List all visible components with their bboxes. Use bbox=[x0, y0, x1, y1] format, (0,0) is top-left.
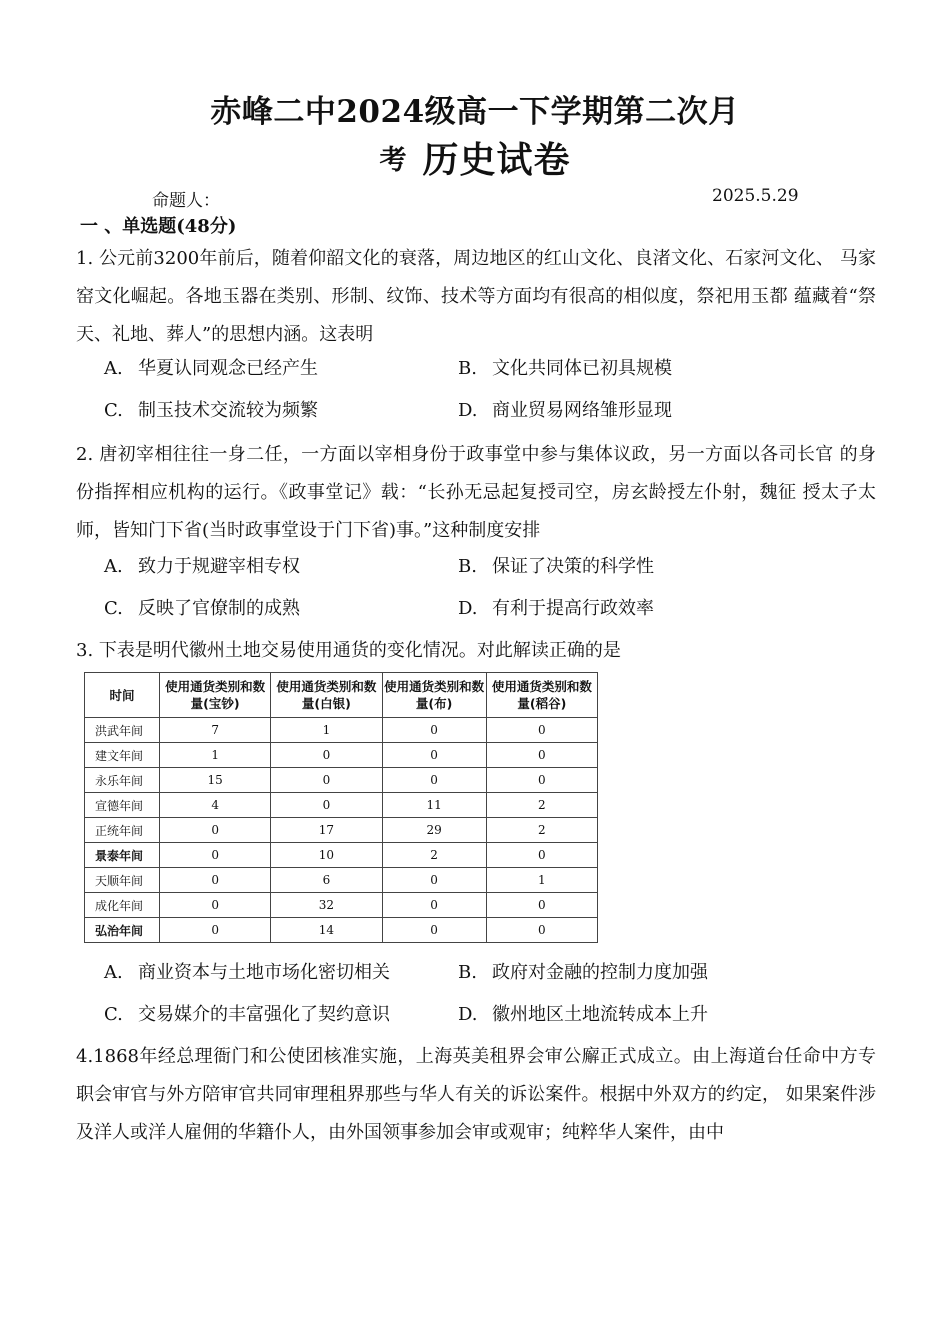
table-cell: 0 bbox=[382, 743, 486, 768]
table-row bbox=[85, 868, 598, 893]
table-row bbox=[85, 843, 598, 868]
author-label: 命题人： bbox=[152, 191, 220, 211]
table-cell: 0 bbox=[486, 893, 597, 918]
question-1-options bbox=[104, 354, 804, 438]
table-row-header: 正统年间 bbox=[85, 818, 160, 843]
option-c[interactable]: C. 制玉技术交流较为频繁 bbox=[104, 400, 318, 421]
table-row-header: 宣德年间 bbox=[85, 793, 160, 818]
table-row bbox=[85, 893, 598, 918]
table-cell: 0 bbox=[382, 918, 486, 943]
exam-title-line1: 赤峰二中2024级高一下学期第二次月 bbox=[210, 94, 740, 130]
question-1-stem: 1. 公元前3200年前后，随着仰韶文化的衰落，周边地区的红山文化、良渚文化、石家河文化、 马家窑文化崛起。各地玉器在类别、形制、纹饰、技术等方面均有很高的相似度，祭祀用玉都 蕴藏着“祭天、礼地、葬人”的思想内涵。这表明 bbox=[76, 248, 876, 345]
table-row bbox=[85, 743, 598, 768]
table-cell: 0 bbox=[271, 743, 382, 768]
option-d[interactable]: D. 商业贸易网络雏形显现 bbox=[458, 400, 672, 421]
table-cell: 0 bbox=[271, 793, 382, 818]
table-cell: 0 bbox=[382, 768, 486, 793]
table-row bbox=[85, 918, 598, 943]
option-d[interactable]: D. 有利于提高行政效率 bbox=[458, 598, 654, 619]
option-row bbox=[104, 958, 804, 1000]
table-cell: 2 bbox=[486, 818, 597, 843]
table-row-header: 洪武年间 bbox=[85, 718, 160, 743]
table-cell: 0 bbox=[160, 893, 271, 918]
question-4-stem: 4.1868年经总理衙门和公使团核准实施，上海英美租界会审公廨正式成立。由上海道台任命中方专职会审官与外方陪审官共同审理租界那些与华人有关的诉讼案件。根据中外双方的约定， 如果案件涉及洋人或洋人雇佣的华籍仆人，由外国领事参加会审或观审；纯粹华人案件，由中 bbox=[76, 1046, 876, 1143]
section-title: 一 、单选题(48分) bbox=[80, 216, 237, 237]
option-row bbox=[104, 594, 804, 636]
option-c[interactable]: C. 交易媒介的丰富强化了契约意识 bbox=[104, 1004, 390, 1025]
table-cell: 0 bbox=[486, 768, 597, 793]
table-cell: 17 bbox=[271, 818, 382, 843]
option-row bbox=[104, 552, 804, 594]
table-header-cell: 使用通货类别和数量(宝钞) bbox=[160, 673, 271, 718]
table-cell: 0 bbox=[486, 718, 597, 743]
table-cell: 0 bbox=[382, 893, 486, 918]
table-cell: 0 bbox=[160, 868, 271, 893]
option-row bbox=[104, 396, 804, 438]
option-b[interactable]: B. 文化共同体已初具规模 bbox=[458, 358, 672, 379]
option-d[interactable]: D. 徽州地区土地流转成本上升 bbox=[458, 1004, 708, 1025]
exam-title-line2 bbox=[0, 132, 950, 183]
table-header-row bbox=[85, 673, 598, 718]
option-b[interactable]: B. 保证了决策的科学性 bbox=[458, 556, 654, 577]
table-cell: 1 bbox=[486, 868, 597, 893]
option-b[interactable]: B. 政府对金融的控制力度加强 bbox=[458, 962, 708, 983]
table-cell: 14 bbox=[271, 918, 382, 943]
table-cell: 7 bbox=[160, 718, 271, 743]
table-row-header: 永乐年间 bbox=[85, 768, 160, 793]
exam-date: 2025.5.29 bbox=[712, 186, 799, 206]
table-cell: 0 bbox=[160, 818, 271, 843]
table-cell: 0 bbox=[271, 768, 382, 793]
table-cell: 2 bbox=[382, 843, 486, 868]
table-cell: 0 bbox=[486, 843, 597, 868]
table-row-header: 天顺年间 bbox=[85, 868, 160, 893]
currency-table bbox=[84, 672, 598, 943]
table-cell: 2 bbox=[486, 793, 597, 818]
table-row-header: 成化年间 bbox=[85, 893, 160, 918]
exam-subject-title: 历史试卷 bbox=[422, 139, 571, 181]
table-row bbox=[85, 818, 598, 843]
table-cell: 15 bbox=[160, 768, 271, 793]
table-cell: 29 bbox=[382, 818, 486, 843]
option-a[interactable]: A. 致力于规避宰相专权 bbox=[104, 556, 300, 577]
table-cell: 0 bbox=[382, 868, 486, 893]
table-cell: 0 bbox=[160, 843, 271, 868]
question-2-stem: 2. 唐初宰相往往一身二任，一方面以宰相身份于政事堂中参与集体议政，另一方面以各司长官 的身份指挥相应机构的运行。《政事堂记》载：“长孙无忌起复授司空，房玄龄授左仆射，魏征 授太子太师，皆知门下省(当时政事堂设于门下省)事。”这种制度安排 bbox=[76, 444, 876, 541]
table-cell: 32 bbox=[271, 893, 382, 918]
table-cell: 6 bbox=[271, 868, 382, 893]
table-row-header: 建文年间 bbox=[85, 743, 160, 768]
table-cell: 0 bbox=[486, 918, 597, 943]
table-cell: 0 bbox=[486, 743, 597, 768]
question-2-options bbox=[104, 552, 804, 636]
option-row bbox=[104, 354, 804, 396]
table-row bbox=[85, 718, 598, 743]
table-cell: 0 bbox=[382, 718, 486, 743]
table-header-cell: 使用通货类别和数量(稻谷) bbox=[486, 673, 597, 718]
table-row bbox=[85, 768, 598, 793]
table-row-header: 弘治年间 bbox=[85, 918, 160, 943]
table-cell: 11 bbox=[382, 793, 486, 818]
table-cell: 10 bbox=[271, 843, 382, 868]
table-cell: 1 bbox=[271, 718, 382, 743]
table-header-cell: 使用通货类别和数量(布) bbox=[382, 673, 486, 718]
table-cell: 0 bbox=[160, 918, 271, 943]
table-cell: 4 bbox=[160, 793, 271, 818]
question-3-options bbox=[104, 958, 804, 1042]
table-header-cell: 时间 bbox=[85, 673, 160, 718]
question-3-stem: 3. 下表是明代徽州土地交易使用通货的变化情况。对此解读正确的是 bbox=[76, 640, 621, 661]
option-row bbox=[104, 1000, 804, 1042]
option-a[interactable]: A. 华夏认同观念已经产生 bbox=[104, 358, 318, 379]
option-a[interactable]: A. 商业资本与土地市场化密切相关 bbox=[104, 962, 390, 983]
table-header-cell: 使用通货类别和数量(白银) bbox=[271, 673, 382, 718]
exam-title-suffix: 考 bbox=[379, 145, 407, 176]
table-cell: 1 bbox=[160, 743, 271, 768]
table-row bbox=[85, 793, 598, 818]
option-c[interactable]: C. 反映了官僚制的成熟 bbox=[104, 598, 300, 619]
table-row-header: 景泰年间 bbox=[85, 843, 160, 868]
